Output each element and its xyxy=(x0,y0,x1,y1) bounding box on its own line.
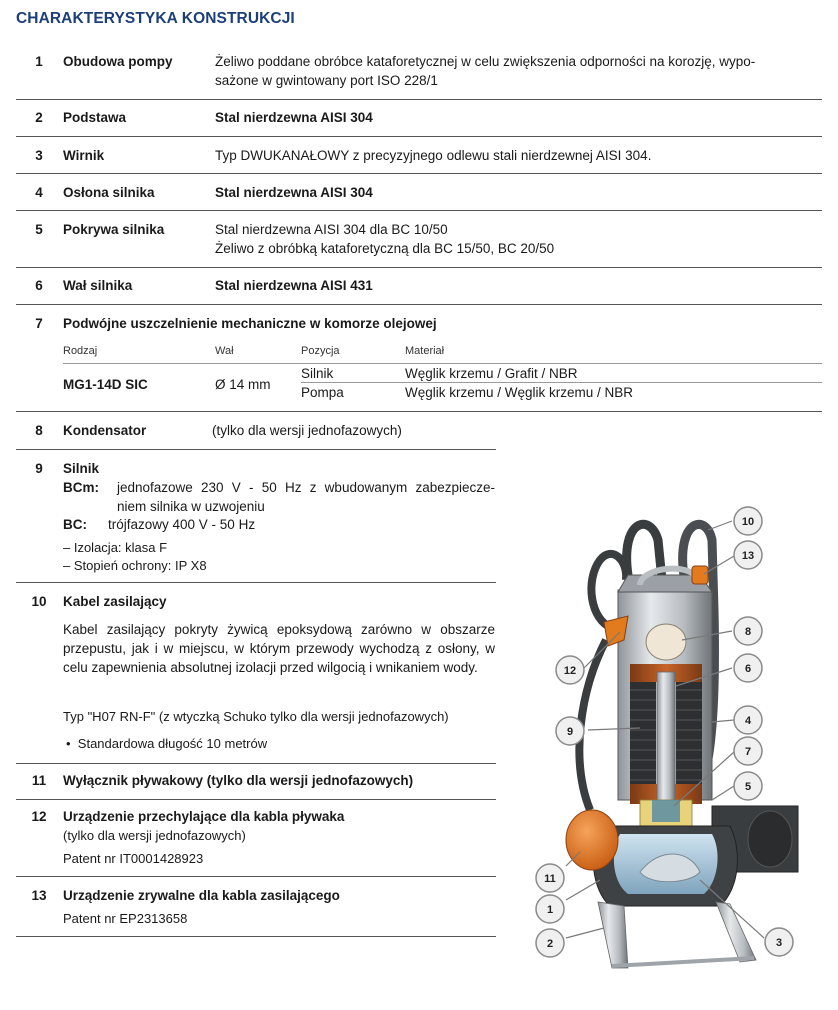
seal-position: Pompa xyxy=(301,385,344,400)
bc-text: trójfazowy 400 V - 50 Hz xyxy=(108,517,256,532)
bullet-icon: • xyxy=(66,736,78,751)
item-label: Obudowa pompy xyxy=(63,54,173,69)
seal-header-position: Pozycja xyxy=(301,345,340,357)
bcm-label: BCm: xyxy=(63,480,99,495)
capacitor xyxy=(646,624,686,660)
item-value: Patent nr EP2313658 xyxy=(63,911,188,926)
seal-material: Węglik krzemu / Węglik krzemu / NBR xyxy=(405,385,634,400)
callout-label: 13 xyxy=(741,550,755,562)
value-line: Żeliwo z obróbką kataforetyczną dla BC 15/50, BC 20/50 xyxy=(215,241,555,256)
item-value: Stal nierdzewna AISI 304 xyxy=(215,185,373,200)
callout-label: 12 xyxy=(563,665,577,677)
item-value: (tylko dla wersji jednofazowych) xyxy=(212,423,402,438)
item-number: 2 xyxy=(35,110,43,125)
callout-label: 7 xyxy=(744,746,752,758)
page-title: CHARAKTERYSTYKA KONSTRUKCJI xyxy=(16,10,295,27)
seal-header-material: Materiał xyxy=(405,345,445,357)
value-line: Żeliwo poddane obróbce kataforetycznej w celu zwiększenia odporności na korozję, wypo- xyxy=(215,54,756,69)
item-number: 12 xyxy=(31,809,47,824)
callout-label: 4 xyxy=(744,715,752,727)
item-label: Urządzenie przechylające dla kabla pływaka xyxy=(63,809,345,824)
item-value: Patent nr IT0001428923 xyxy=(63,851,204,866)
cable-paragraph: Kabel zasilający pokryty żywicą epoksydową zarówno w obszarze przepustu, jak i w miejscu, w którym przewody wychodzą z osłony, w celu zapewnienia absolutnej izolacji przed wilgocią i wnikaniem wody. xyxy=(63,622,495,675)
callout-label: 10 xyxy=(741,516,755,528)
item-number: 9 xyxy=(35,461,43,476)
item-number: 6 xyxy=(35,278,43,293)
seal-header-type: Rodzaj xyxy=(63,345,98,357)
value-line: sażone w gwintowany port ISO 228/1 xyxy=(215,73,438,88)
item-number: 3 xyxy=(35,148,43,163)
bcm-text: niem silnika w uzwojeniu xyxy=(117,499,265,514)
item-label: Urządzenie zrywalne dla kabla zasilającego xyxy=(63,888,340,903)
item-number: 11 xyxy=(31,773,47,788)
seal-shaft: Ø 14 mm xyxy=(215,377,271,392)
seal-type: MG1-14D SIC xyxy=(63,377,148,392)
cable-type: Typ "H07 RN-F" (z wtyczką Schuko tylko dla wersji jednofazowych) xyxy=(63,709,449,724)
mechanical-seal xyxy=(652,800,680,822)
item-label: Wał silnika xyxy=(63,278,133,293)
item-number: 5 xyxy=(35,222,43,237)
item-number: 13 xyxy=(31,888,47,903)
item-label: Silnik xyxy=(63,461,100,476)
item-label: Podstawa xyxy=(63,110,127,125)
item-label: Wyłącznik pływakowy (tylko dla wersji jednofazowych) xyxy=(63,773,414,788)
callout-label: 2 xyxy=(546,938,554,950)
motor-note: – Izolacja: klasa F xyxy=(63,540,168,555)
item-value: Stal nierdzewna AISI 431 xyxy=(215,278,373,293)
item-value: Typ DWUKANAŁOWY z precyzyjnego odlewu stali nierdzewnej AISI 304. xyxy=(215,148,652,163)
item-label: Podwójne uszczelnienie mechaniczne w komorze olejowej xyxy=(63,316,437,331)
stator-winding xyxy=(630,680,656,795)
item-label: Wirnik xyxy=(63,148,105,163)
item-number: 10 xyxy=(31,594,47,609)
callout-label: 11 xyxy=(544,873,556,885)
item-number: 1 xyxy=(35,54,43,69)
cable-bullet-text: Standardowa długość 10 metrów xyxy=(77,736,268,751)
item-label: Osłona silnika xyxy=(63,185,155,200)
cable-breakaway-device xyxy=(692,566,708,584)
rotor-shaft xyxy=(657,672,675,812)
item-label: Pokrywa silnika xyxy=(63,222,165,237)
base-leg xyxy=(716,902,756,962)
bcm-text: jednofazowe 230 V - 50 Hz z wbudowanym zabezpiecze- xyxy=(117,480,495,495)
base-leg xyxy=(598,902,628,968)
callout-label: 5 xyxy=(744,781,752,793)
value-line: Stal nierdzewna AISI 304 dla BC 10/50 xyxy=(215,222,448,237)
callout-label: 9 xyxy=(566,726,574,738)
item-label: Kabel zasilający xyxy=(63,594,167,609)
bc-label: BC: xyxy=(63,517,87,532)
motor-note: – Stopień ochrony: IP X8 xyxy=(63,558,207,573)
callout-label: 3 xyxy=(775,937,783,949)
outlet-thread xyxy=(748,811,792,867)
seal-header-shaft: Wał xyxy=(215,345,234,357)
seal-position: Silnik xyxy=(301,366,334,381)
float-switch xyxy=(566,810,618,870)
callout-label: 1 xyxy=(546,904,554,916)
item-number: 4 xyxy=(35,185,43,200)
stator-winding xyxy=(676,680,702,795)
seal-material: Węglik krzemu / Grafit / NBR xyxy=(405,366,578,381)
callout-label: 6 xyxy=(744,663,752,675)
item-number: 7 xyxy=(35,316,43,331)
item-number: 8 xyxy=(35,423,43,438)
base-ring xyxy=(612,958,754,966)
item-label: Kondensator xyxy=(63,423,147,438)
callout-label: 8 xyxy=(744,626,752,638)
item-value: (tylko dla wersji jednofazowych) xyxy=(63,828,246,843)
item-value: Stal nierdzewna AISI 304 xyxy=(215,110,373,125)
